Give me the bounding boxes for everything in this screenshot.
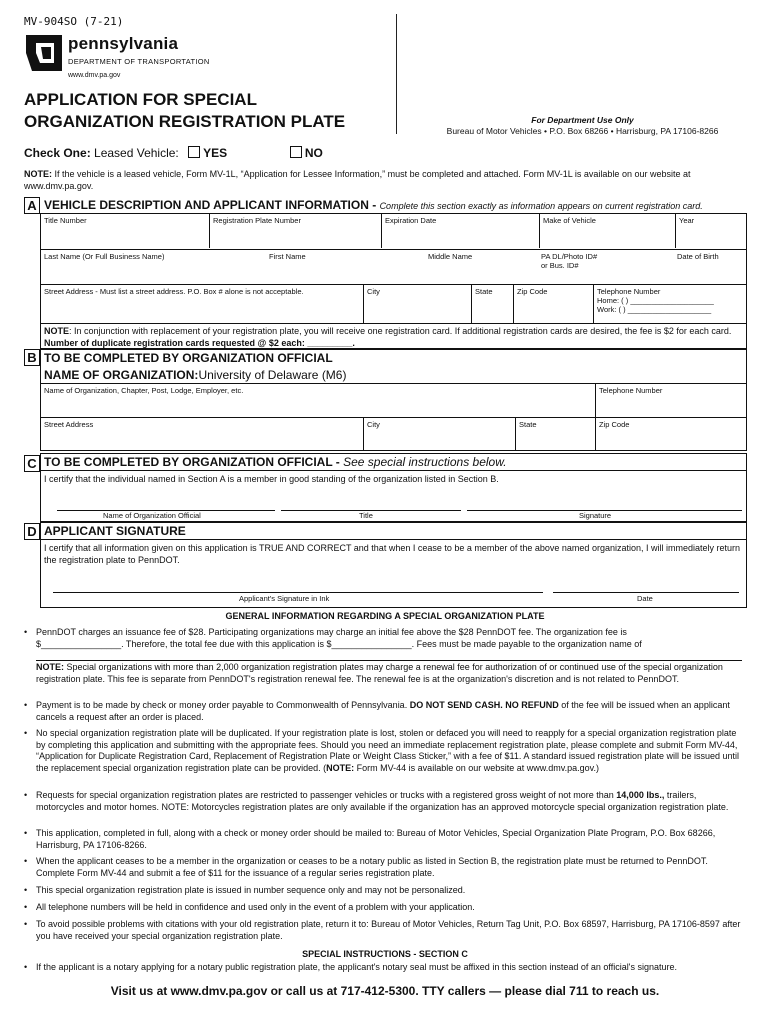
- bullet-icon: •: [24, 728, 28, 738]
- form-number: MV-904SO (7-21): [24, 15, 124, 28]
- official-title-line[interactable]: [281, 498, 461, 511]
- general-info-heading: GENERAL INFORMATION REGARDING A SPECIAL ORGANIZATION PLATE: [225, 611, 545, 621]
- renewal-note: [36, 662, 746, 685]
- list-item: • This special organization registration plate is issued in number sequence only and may not be personalized.: [24, 885, 466, 895]
- leased-vehicle-row: [24, 146, 323, 160]
- leased-vehicle-label: Leased Vehicle:: [94, 146, 179, 160]
- department-use-box: [420, 115, 745, 137]
- section-b-grid: [40, 348, 747, 451]
- organization-phone-field[interactable]: Telephone Number: [595, 384, 746, 418]
- section-d-certify: I certify that all information given on this application is TRUE AND CORRECT and that when I cease to be a member of the above named organization, I will immediately return the registration plate to PennDOT.: [44, 543, 741, 565]
- keystone-logo-icon: [24, 33, 64, 73]
- section-c-subtitle: See special instructions below.: [343, 455, 507, 469]
- section-a-grid: [40, 213, 747, 350]
- list-item: • Payment is to be made by check or money order payable to Commonwealth of Pennsylvania. DO NOT SEND CASH. NO REFUND of the fee will be issued when an applicant cancels a request after an order is placed.: [24, 700, 730, 722]
- pa-dl-field[interactable]: PA DL/Photo ID#: [541, 252, 598, 261]
- date-label: Date: [637, 594, 653, 603]
- date-of-birth-field[interactable]: Date of Birth: [677, 252, 719, 261]
- yes-checkbox[interactable]: [188, 146, 200, 158]
- section-c-certify: I certify that the individual named in Section A is a member in good standing of the organization listed in Section B.: [44, 474, 499, 484]
- section-b-title: TO BE COMPLETED BY ORGANIZATION OFFICIAL: [44, 351, 333, 365]
- section-a-row-3: [41, 284, 746, 323]
- section-a-subtitle: Complete this section exactly as information appears on current registration card.: [379, 201, 703, 211]
- section-c-letter: C: [24, 455, 40, 472]
- section-b-row-1: [41, 383, 746, 418]
- home-phone[interactable]: Home: ( ) ____________________: [597, 296, 714, 305]
- no-label: NO: [304, 146, 323, 160]
- official-signature-line[interactable]: [467, 498, 742, 511]
- section-a-note-label: NOTE: [44, 326, 70, 336]
- telephone-label: Telephone Number: [597, 287, 661, 296]
- section-a-row-2: [41, 249, 746, 284]
- zip-code-field[interactable]: Zip Code: [513, 285, 593, 323]
- official-name-label: Name of Organization Official: [103, 511, 201, 520]
- section-a-row-1: [41, 214, 746, 248]
- organization-zip-field[interactable]: Zip Code: [595, 418, 746, 451]
- telephone-field[interactable]: [593, 285, 746, 323]
- organization-name-line[interactable]: [36, 660, 742, 661]
- make-of-vehicle-field[interactable]: Make of Vehicle: [539, 214, 675, 248]
- yes-label: YES: [203, 146, 228, 160]
- title-line-2: ORGANIZATION REGISTRATION PLATE: [24, 112, 346, 131]
- section-a-note: [41, 323, 746, 349]
- organization-name-field[interactable]: Name of Organization, Chapter, Post, Lodge, Employer, etc.: [44, 386, 244, 395]
- renewal-note-label: NOTE:: [36, 662, 64, 672]
- list-item: • All telephone numbers will be held in confidence and used only in the event of a problem with your application.: [24, 902, 475, 912]
- work-phone[interactable]: Work: ( ) ____________________: [597, 305, 712, 314]
- leased-note-label: NOTE:: [24, 169, 52, 179]
- renewal-note-text: Special organizations with more than 2,000 organization registration plates may charge a renewal fee for authorization of or continued use of the special organization registration plate. This fee is separate from PennDOT's registration renewal fee. The renewal fee is at the organization's discretion and is not related to PennDOT.: [36, 662, 723, 684]
- list-item: • This application, completed in full, along with a check or money order should be mailed to: Bureau of Motor Vehicles, Special Organization Plate Program, P.O. Box 68266, Harrisburg, PA 17106-8266.: [24, 828, 716, 850]
- bus-id-label: or Bus. ID#: [541, 261, 579, 270]
- title-line-1: APPLICATION FOR SPECIAL: [24, 90, 257, 109]
- applicant-signature-label: Applicant's Signature in Ink: [239, 594, 330, 603]
- organization-name-value[interactable]: University of Delaware (M6): [198, 368, 347, 382]
- section-b-row-2: [41, 417, 746, 451]
- fee-line-2[interactable]: $________________. Therefore, the total fee due with this application is $________________. Fees must be made payable to the organization name of: [36, 638, 642, 649]
- list-item: [24, 962, 746, 974]
- official-title-label: Title: [359, 511, 373, 520]
- official-signature-label: Signature: [579, 511, 612, 520]
- applicant-signature-line[interactable]: [53, 580, 543, 593]
- section-a-heading: VEHICLE DESCRIPTION AND APPLICANT INFORMATION -: [44, 198, 380, 212]
- registration-plate-field[interactable]: Registration Plate Number: [209, 214, 381, 248]
- organization-city-field[interactable]: City: [363, 418, 515, 451]
- header-divider: [396, 14, 397, 134]
- first-name-field[interactable]: First Name: [269, 252, 306, 261]
- section-a-title: [44, 198, 703, 212]
- leased-note: [24, 168, 744, 192]
- year-field[interactable]: Year: [675, 214, 746, 248]
- page-title: [24, 89, 394, 133]
- footer-contact: Visit us at www.dmv.pa.gov or call us at 717-412-5300. TTY callers — please dial 711 to reach us.: [110, 984, 660, 998]
- bullet-icon: •: [24, 700, 28, 710]
- state-field[interactable]: State: [471, 285, 513, 323]
- organization-name-row: [44, 368, 346, 382]
- bullet-icon: •: [24, 919, 28, 929]
- list-item: [24, 627, 746, 650]
- list-item: • Requests for special organization registration plates are restricted to passenger vehicles or trucks with a registered gross weight of not more than 14,000 lbs., trailers, motorcycles and motor homes. NOTE: Motorcycles registration plates are only available if the organization has an approved motorcycle special organization registration plate.: [24, 790, 729, 812]
- leased-note-text: If the vehicle is a leased vehicle, Form MV-1L, “Application for Lessee Information,” must be completed and attached. Form MV-1L is available on our website at www.dmv.pa.gov.: [24, 169, 691, 191]
- bullet-icon: •: [24, 885, 28, 895]
- bullet-icon: •: [24, 856, 28, 866]
- no-checkbox[interactable]: [290, 146, 302, 158]
- bullet-icon: •: [24, 962, 28, 972]
- list-item: • No special organization registration plate will be duplicated. If your registration plate is lost, stolen or defaced you will need to reapply for a special organization registration plate by completing this application and submitting with the appropriate fees. Should you need an immediate replacement registration plate, please complete and submit Form MV-44, “Application for Duplicate Registration Card, Replacement of Registration Plate or Weight Class Sticker,” with a fee of $11. A standard issued registration plate will be issued until the replacement special organization registration plate can be provided. (NOTE: Form MV-44 is available on our website at www.dmv.pa.gov.): [24, 728, 740, 773]
- section-a-note-text: : In conjunction with replacement of your registration plate, you will receive one registration card. If additional registration cards are desired, the fee is $2 for each card.: [69, 326, 732, 336]
- brand-url[interactable]: www.dmv.pa.gov: [68, 72, 121, 79]
- check-one-label: Check One:: [24, 146, 91, 160]
- section-a-letter: A: [24, 197, 40, 214]
- special-instructions-text: If the applicant is a notary applying for a notary public registration plate, the applicant's notary seal must be affixed in this section instead of an official's signature.: [36, 962, 677, 972]
- bullet-icon: •: [24, 828, 28, 838]
- section-b-letter: B: [24, 349, 40, 366]
- section-c-title: [44, 455, 507, 469]
- street-address-field[interactable]: Street Address - Must list a street address. P.O. Box # alone is not acceptable.: [44, 287, 304, 296]
- organization-name-label: NAME OF ORGANIZATION:: [44, 368, 199, 382]
- date-line[interactable]: [553, 580, 739, 593]
- expiration-date-field[interactable]: Expiration Date: [381, 214, 539, 248]
- bullet-icon: •: [24, 902, 28, 912]
- section-d-box: [40, 521, 747, 608]
- section-d-letter: D: [24, 523, 40, 540]
- duplicate-cards-request[interactable]: Number of duplicate registration cards requested @ $2 each: _________.: [44, 338, 355, 348]
- brand-department: DEPARTMENT OF TRANSPORTATION: [68, 57, 210, 66]
- list-item: • When the applicant ceases to be a member in the organization or ceases to be a notary public as listed in Section B, the registration plate must be returned to PennDOT. Complete Form MV-44 and submit a fee of $11 for the issuance of a regular series registration plate.: [24, 856, 708, 878]
- city-field[interactable]: City: [363, 285, 471, 323]
- last-name-field[interactable]: Last Name (Or Full Business Name): [44, 252, 165, 261]
- brand-name: pennsylvania: [68, 34, 179, 53]
- bullet-icon: •: [24, 790, 28, 800]
- section-c-heading: TO BE COMPLETED BY ORGANIZATION OFFICIAL -: [44, 455, 344, 469]
- department-use-address: Bureau of Motor Vehicles • P.O. Box 68266 • Harrisburg, PA 17106-8266: [446, 126, 719, 136]
- official-name-line[interactable]: [57, 498, 275, 511]
- list-item: • To avoid possible problems with citations with your old registration plate, return it to: Bureau of Motor Vehicles, Return Tag Unit, P.O. Box 68597, Harrisburg, PA 17106-8597 after you have received your special organization registration plate.: [24, 919, 741, 941]
- bullet-icon: •: [24, 627, 28, 637]
- title-number-field[interactable]: Title Number: [44, 216, 87, 225]
- special-instructions-heading: SPECIAL INSTRUCTIONS - SECTION C: [302, 949, 468, 959]
- department-use-heading: For Department Use Only: [531, 115, 634, 125]
- organization-state-field[interactable]: State: [515, 418, 595, 451]
- section-c-box: [40, 453, 747, 523]
- middle-name-field[interactable]: Middle Name: [428, 252, 473, 261]
- organization-street-field[interactable]: Street Address: [44, 420, 94, 429]
- section-d-title: APPLICANT SIGNATURE: [44, 524, 186, 538]
- fee-line-1: PennDOT charges an issuance fee of $28. Participating organizations may charge an initial fee above the $28 PennDOT fee. The organization fee is: [36, 627, 627, 637]
